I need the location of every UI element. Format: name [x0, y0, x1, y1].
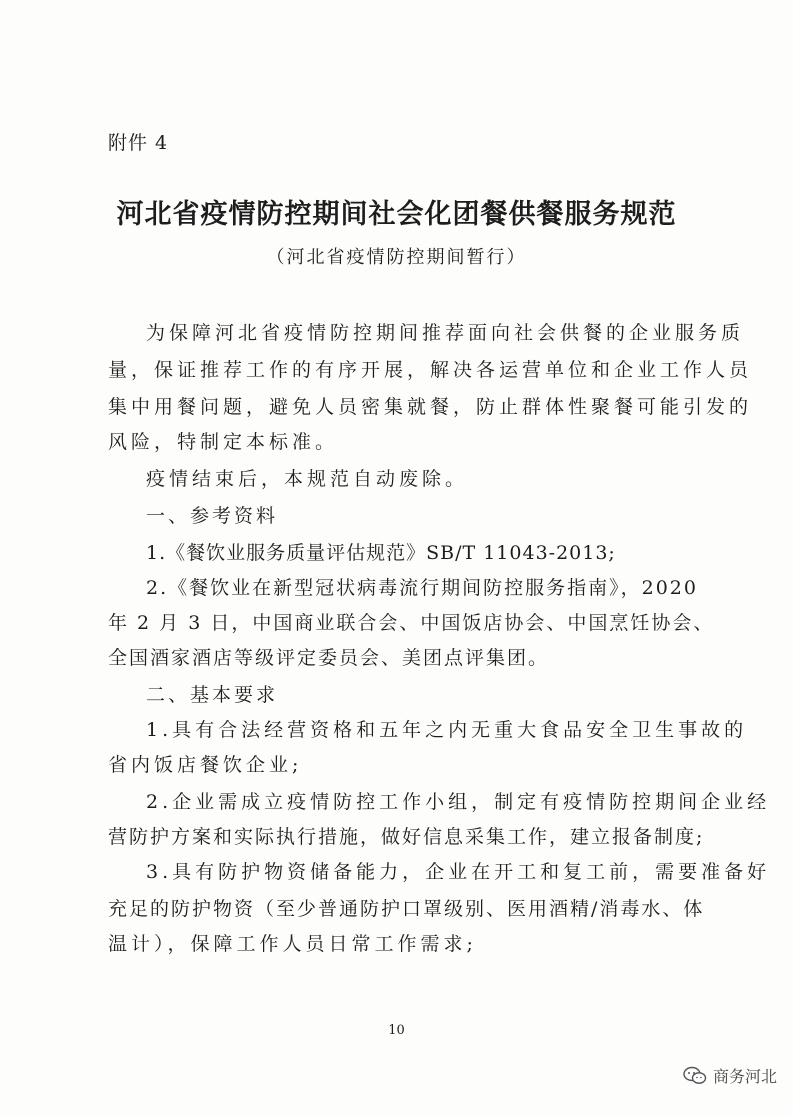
wechat-account-watermark — [683, 1064, 777, 1087]
intro-line: 为保障河北省疫情防控期间推荐面向社会供餐的企业服务质 — [146, 322, 745, 344]
reference-item: 1.《餐饮业服务质量评估规范》SB/T 11043-2013; — [146, 542, 616, 564]
intro-line: 集中用餐问题，避免人员密集就餐，防止群体性聚餐可能引发的 — [108, 396, 753, 418]
section-heading-requirements: 二、基本要求 — [146, 684, 279, 706]
requirement-item-continued: 充足的防护物资（至少普通防护口罩级别、医用酒精/消毒水、体 — [108, 898, 705, 920]
intro-line: 风险，特制定本标准。 — [108, 431, 339, 453]
requirement-item-continued: 温计），保障工作人员日常工作需求; — [108, 933, 477, 955]
requirement-item-continued: 营防护方案和实际执行措施，做好信息采集工作，建立报备制度; — [108, 826, 705, 848]
reference-item-continued: 年 2 月 3 日，中国商业联合会、中国饭店协会、中国烹饪协会、 — [108, 612, 715, 634]
document-subtitle: （河北省疫情防控期间暂行） — [266, 247, 527, 268]
reference-item: 2.《餐饮业在新型冠状病毒流行期间防控服务指南》，2020 — [146, 577, 698, 599]
expiry-note: 疫情结束后，本规范自动废除。 — [146, 468, 469, 490]
watermark-text: 商务河北 — [712, 1067, 777, 1086]
intro-line: 量，保证推荐工作的有序开展，解决各运营单位和企业工作人员 — [108, 359, 753, 381]
section-heading-references: 一、参考资料 — [146, 505, 279, 527]
document-title: 河北省疫情防控期间社会化团餐供餐服务规范 — [116, 199, 677, 230]
reference-item-continued: 全国酒家酒店等级评定委员会、美团点评集团。 — [108, 647, 550, 669]
page-number: 10 — [388, 1023, 405, 1038]
requirement-item: 1.具有合法经营资格和五年之内无重大食品安全卫生事故的 — [146, 719, 748, 741]
requirement-item: 3.具有防护物资储备能力，企业在开工和复工前，需要准备好 — [146, 861, 771, 883]
requirement-item: 2.企业需成立疫情防控工作小组，制定有疫情防控期间企业经 — [146, 791, 771, 813]
attachment-label: 附件 4 — [108, 132, 169, 154]
wechat-icon — [683, 1066, 707, 1086]
requirement-item-continued: 省内饭店餐饮企业; — [108, 754, 303, 776]
